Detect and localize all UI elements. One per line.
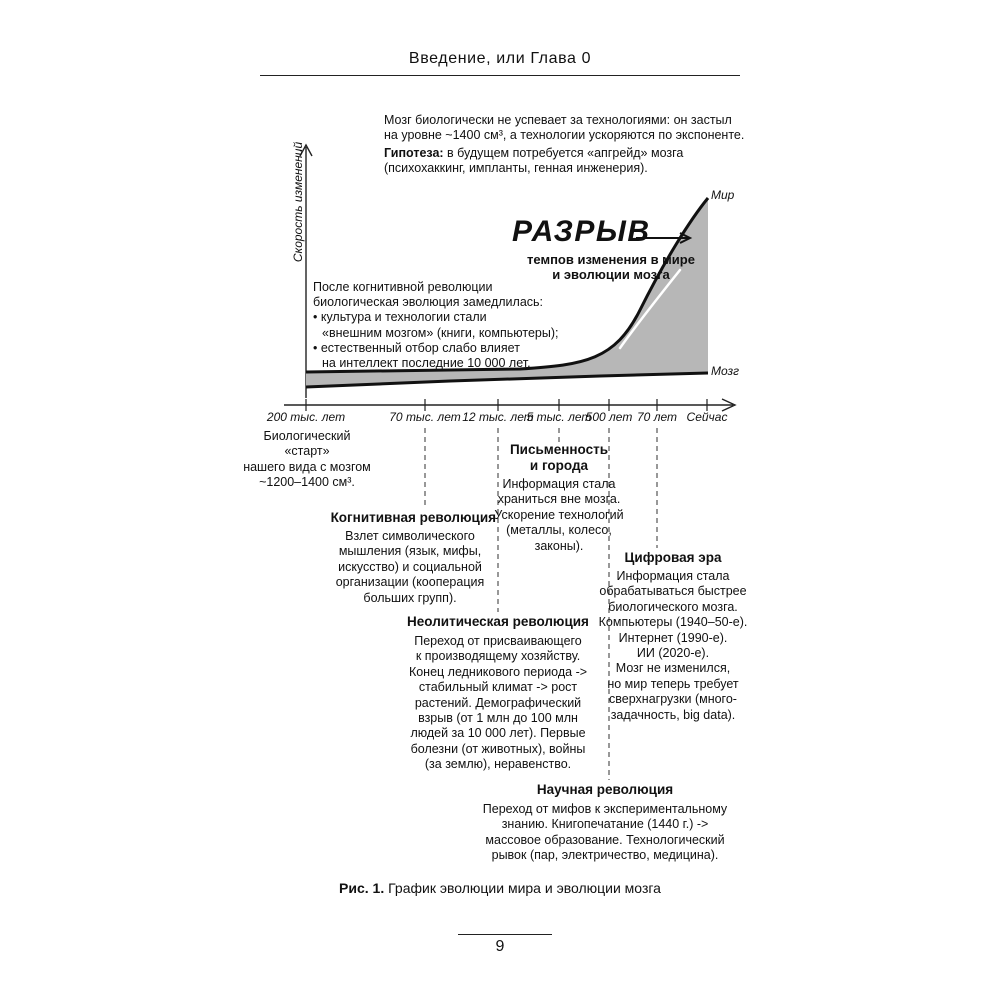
event-line: Информация стала (502, 477, 616, 491)
tick-label: 500 лет (585, 410, 633, 424)
event-line: массовое образование. Технологический (485, 832, 725, 847)
event-neolithic (404, 614, 592, 773)
event-line: взрыв (от 1 млн до 100 млн (418, 711, 578, 726)
event-line: Мозг не изменился, (615, 661, 731, 676)
event-line: организации (кооперация (335, 575, 485, 590)
gap-subtitle-line: темпов изменения в мире (527, 252, 695, 267)
event-title: Письменность (509, 442, 609, 457)
event-line: Интернет (1990-е). (618, 630, 728, 645)
gap-title: РАЗРЫВ (512, 215, 651, 248)
footer-rule (458, 934, 552, 935)
running-header: Введение, или Глава 0 (408, 50, 592, 67)
event-line: стабильный климат -> рост (418, 680, 578, 695)
event-text (470, 802, 740, 864)
hypothesis-text: в будущем потребуется «апгрейд» мозга (443, 145, 684, 160)
event-writing (488, 442, 630, 554)
top-note-line: на уровне ~1400 см³, а технологии ускоряются по экспоненте. (384, 128, 745, 143)
gap-subtitle (500, 252, 722, 282)
event-line: людей за 10 000 лет). Первые (410, 726, 586, 741)
note-line: • культура и технологии стали (313, 310, 487, 325)
event-title: Научная революция (536, 782, 674, 797)
event-line: растений. Демографический (414, 695, 582, 710)
y-axis-label: Скорость изменений (291, 141, 306, 263)
event-line: законы). (534, 538, 584, 553)
tick-label: 5 тыс. лет (526, 410, 592, 424)
event-text (488, 477, 630, 554)
start-note (240, 429, 374, 491)
cognitive-note (313, 280, 558, 371)
event-line: Ускорение технологий (494, 507, 624, 522)
event-line: задачность, big data). (610, 707, 736, 722)
tick-label: 70 тыс. лет (389, 410, 461, 424)
event-line: больших групп). (363, 590, 457, 605)
top-note-line: (психохаккинг, импланты, генная инженерия). (384, 161, 648, 176)
event-line: искусство) и социальной (338, 559, 482, 574)
event-line: Информация стала (616, 569, 730, 583)
note-line: на интеллект последние 10 000 лет. (322, 356, 531, 371)
event-line: Компьютеры (1940–50-е). (598, 615, 748, 630)
event-line: знанию. Книгопечатание (1440 г.) -> (501, 817, 709, 832)
event-line: мышления (язык, мифы, (338, 544, 482, 559)
gap-subtitle-line: и эволюции мозга (552, 267, 670, 282)
event-text (330, 529, 490, 606)
caption-text: График эволюции мира и эволюции мозга (384, 880, 661, 896)
note-line: «внешним мозгом» (книги, компьютеры); (322, 325, 559, 340)
event-line: рывок (пар, электричество, медицина). (491, 848, 719, 863)
event-line: но мир теперь требует (607, 676, 739, 691)
event-line: сверхнагрузки (много- (609, 692, 737, 707)
note-line: нашего вида с мозгом (243, 459, 371, 474)
note-line: • естественный отбор слабо влияет (313, 340, 520, 355)
event-title: Неолитическая революция (407, 614, 589, 629)
event-title: и города (529, 458, 589, 473)
brain-label: Мозг (711, 364, 740, 378)
note-line: Биологический «старт» (263, 429, 351, 459)
event-title: Когнитивная революция (330, 510, 496, 525)
event-text (404, 634, 592, 773)
event-line: биологического мозга. (608, 599, 738, 614)
event-scientific (470, 782, 740, 864)
figure-caption (0, 880, 1000, 896)
event-line: обрабатываться быстрее (599, 584, 747, 599)
note-line: биологическая эволюция замедлилась: (313, 295, 544, 310)
tick-label: 70 лет (637, 410, 677, 424)
event-line: к производящему хозяйству. (415, 649, 581, 664)
tick-label: 12 тыс. лет (462, 410, 534, 424)
page-number: 9 (495, 938, 505, 955)
caption-label: Рис. 1. (339, 880, 385, 896)
event-line: ИИ (2020-е). (636, 646, 710, 661)
event-line: Конец ледникового периода -> (408, 664, 588, 679)
event-text (598, 569, 748, 723)
event-line: Переход от мифов к экспериментальному (482, 802, 728, 816)
event-line: Взлет символического (345, 529, 475, 543)
event-cognitive (318, 510, 496, 606)
note-line: ~1200–1400 см³. (259, 475, 355, 490)
event-line: (металлы, колесо, (506, 523, 612, 538)
event-line: (за землю), неравенство. (424, 757, 572, 772)
tick-label: 200 тыс. лет (266, 410, 346, 424)
world-label: Мир (711, 188, 735, 202)
hypothesis-label: Гипотеза: (384, 145, 444, 160)
event-line: храниться вне мозга. (497, 492, 621, 507)
event-digital (598, 550, 748, 723)
top-note-line: Мозг биологически не успевает за технологиями: он застыл (384, 113, 732, 127)
event-line: Переход от присваивающего (414, 634, 582, 648)
event-line: болезни (от животных), войны (410, 741, 586, 756)
event-title: Цифровая эра (624, 550, 722, 565)
tick-label: Сейчас (686, 410, 728, 424)
note-line: После когнитивной революции (313, 280, 493, 294)
